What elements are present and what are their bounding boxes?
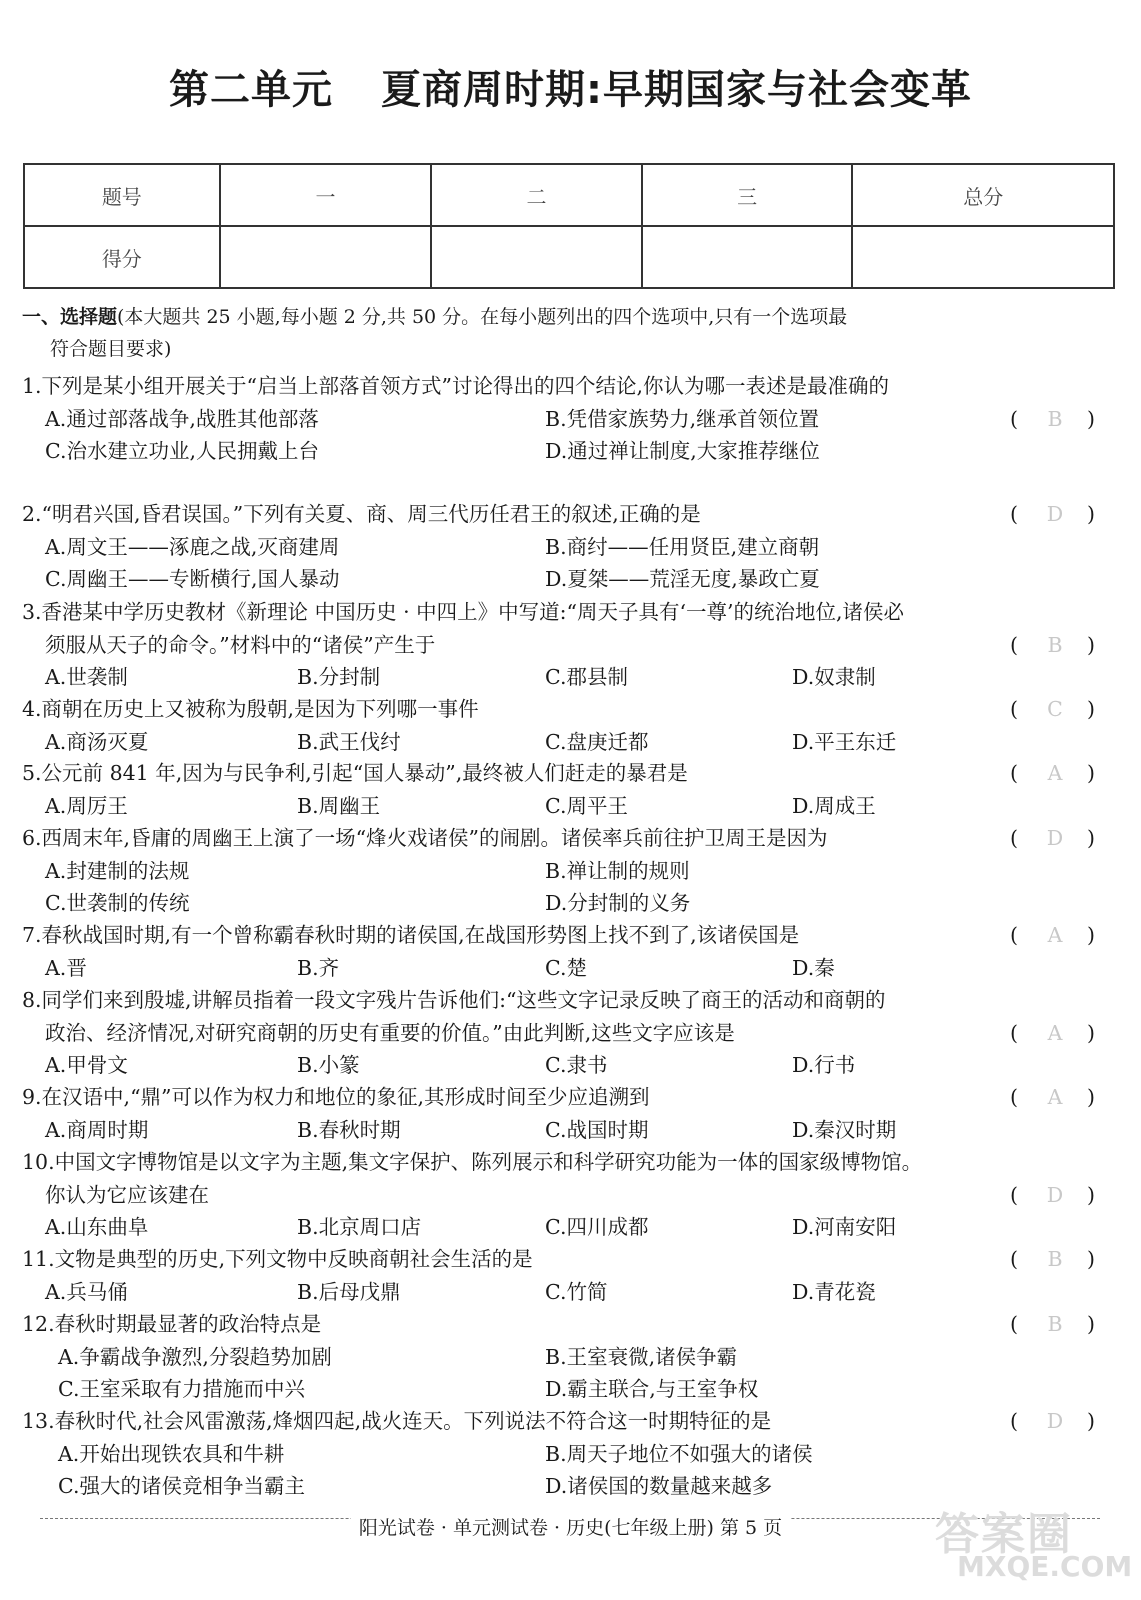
answer-option: A.商周时期 [45,1117,149,1142]
footer-text: 阳光试卷 · 单元测试卷 · 历史(七年级上册) 第 5 页 [351,1517,790,1539]
answer-letter: A [1047,923,1063,947]
answer-paren-close: ) [1087,1312,1095,1336]
answer-paren-close: ) [1087,1409,1095,1433]
answer-paren-close: ) [1087,761,1095,785]
answer-option: B.周幽王 [297,793,381,818]
answer-option: D.霸主联合,与王室争权 [545,1377,759,1401]
question-stem: 3.香港某中学历史教材《新理论 中国历史 · 中四上》中写道:“周天子具有‘一尊’的统治地位,诸侯必 [22,600,905,624]
answer-letter: A [1047,1085,1063,1109]
answer-paren-close: ) [1087,1085,1095,1109]
answer-letter: B [1047,632,1063,657]
watermark-logo [935,1498,1133,1588]
question-stem: 1.下列是某小组开展关于“启当上部落首领方式”讨论得出的四个结论,你认为哪一表述是最准确的 [22,374,890,398]
answer-option: A.世袭制 [45,665,128,689]
answer-option: D.周成王 [792,793,876,818]
answer-letter: B [1047,406,1063,431]
answer-option: A.争霸战争激烈,分裂趋势加剧 [58,1344,332,1369]
score-table-header-row [24,164,1114,226]
answer-option: B.北京周口店 [297,1215,422,1239]
answer-slot[interactable] [1010,693,1095,726]
answer-slot[interactable] [1010,1081,1095,1114]
answer-paren-open: ( [1010,1247,1018,1271]
answer-option: A.山东曲阜 [45,1215,149,1239]
answer-option: B.后母戊鼎 [297,1279,401,1304]
answer-option: D.通过禅让制度,大家推荐继位 [545,439,820,463]
question-stem: 10.中国文字博物馆是以文字为主题,集文字保护、陈列展示和科学研究功能为一体的国家级博物馆。 [22,1150,923,1174]
score-header-cell: 三 [642,164,853,226]
question-stem: 4.商朝在历史上又被称为殷朝,是因为下列哪一事件 [22,697,479,721]
answer-option: C.楚 [545,955,587,980]
answer-option: C.周平王 [545,793,628,818]
score-table [23,163,1115,289]
question-stem: 7.春秋战国时期,有一个曾称霸春秋时期的诸侯国,在战国形势图上找不到了,该诸侯国是 [22,923,800,947]
page-title [0,58,1141,115]
question-stem: 6.西周末年,昏庸的周幽王上演了一场“烽火戏诸侯”的闹剧。诸侯率兵前往护卫周王是因为 [22,826,828,850]
answer-slot[interactable] [1010,629,1095,662]
unit-title: 夏商周时期:早期国家与社会变革 [381,67,972,113]
answer-option: C.竹简 [545,1279,608,1304]
answer-letter: A [1047,1020,1063,1045]
section-heading [22,302,847,332]
answer-slot[interactable] [1010,1405,1095,1438]
answer-slot[interactable] [1010,757,1095,790]
answer-option: B.武王伐纣 [297,729,401,754]
section-desc: (本大题共 25 小题,每小题 2 分,共 50 分。在每小题列出的四个选项中,只有一个选项最 [117,306,848,328]
question-stem: 8.同学们来到殷墟,讲解员指着一段文字残片告诉他们:“这些文字记录反映了商王的活动和商朝的 [22,988,886,1012]
section-title: 一、选择题 [22,306,118,328]
answer-option: D.秦汉时期 [792,1117,897,1142]
answer-letter: A [1047,761,1063,785]
answer-option: B.春秋时期 [297,1117,401,1142]
answer-option: B.商纣——任用贤臣,建立商朝 [545,534,820,559]
question-stem: 5.公元前 841 年,因为与民争利,引起“国人暴动”,最终被人们赶走的暴君是 [22,761,688,785]
answer-paren-open: ( [1010,406,1018,431]
answer-option: C.王室采取有力措施而中兴 [58,1377,305,1401]
answer-option: A.甲骨文 [45,1053,128,1077]
answer-slot[interactable] [1010,1179,1095,1212]
answer-letter: D [1046,502,1064,526]
answer-option: C.强大的诸侯竞相争当霸主 [58,1474,305,1498]
answer-option: C.战国时期 [545,1117,649,1142]
answer-option: A.周厉王 [45,793,128,818]
answer-paren-open: ( [1010,1312,1018,1336]
answer-letter: B [1047,1312,1063,1336]
answer-paren-close: ) [1087,1020,1095,1045]
answer-option: D.行书 [792,1053,856,1077]
answer-paren-open: ( [1010,1409,1018,1433]
question-stem: 政治、经济情况,对研究商朝的历史有重要的价值。”由此判断,这些文字应该是 [45,1020,735,1045]
answer-paren-open: ( [1010,632,1018,657]
answer-paren-close: ) [1087,923,1095,947]
answer-paren-open: ( [1010,923,1018,947]
question-stem: 12.春秋时期最显著的政治特点是 [22,1312,322,1336]
answer-option: C.隶书 [545,1053,608,1077]
score-cell[interactable] [431,226,642,288]
score-cell[interactable] [220,226,432,288]
section-desc-cont: 符合题目要求) [50,338,172,360]
answer-option: C.郡县制 [545,665,628,689]
answer-paren-close: ) [1087,826,1095,850]
score-table-score-row [24,226,1114,288]
answer-letter: B [1047,1247,1063,1271]
answer-option: C.周幽王——专断横行,国人暴动 [45,567,340,591]
score-cell[interactable] [642,226,853,288]
answer-option: B.小篆 [297,1053,360,1077]
answer-option: B.周天子地位不如强大的诸侯 [545,1441,813,1466]
answer-option: A.兵马俑 [45,1279,128,1304]
answer-option: A.开始出现铁农具和牛耕 [58,1441,285,1466]
answer-paren-open: ( [1010,502,1018,526]
answer-slot[interactable] [1010,403,1095,436]
question-stem: 2.“明君兴国,昏君误国。”下列有关夏、商、周三代历任君王的叙述,正确的是 [22,502,701,526]
answer-slot[interactable] [1010,498,1095,531]
score-header-cell: 总分 [852,164,1114,226]
watermark-cn: 答案圈 [935,1509,1073,1560]
answer-slot[interactable] [1010,919,1095,952]
answer-letter: D [1046,826,1064,850]
unit-label: 第二单元 [169,67,333,113]
answer-paren-open: ( [1010,1182,1018,1207]
answer-paren-open: ( [1010,697,1018,721]
answer-paren-open: ( [1010,826,1018,850]
answer-letter: D [1046,1409,1064,1433]
answer-paren-close: ) [1087,697,1095,721]
answer-option: A.通过部落战争,战胜其他部落 [45,406,319,431]
question-stem: 9.在汉语中,“鼎”可以作为权力和地位的象征,其形成时间至少应追溯到 [22,1085,650,1109]
answer-option: D.诸侯国的数量越来越多 [545,1474,773,1498]
answer-slot[interactable] [1010,1017,1095,1050]
question-stem: 13.春秋时代,社会风雷激荡,烽烟四起,战火连天。下列说法不符合这一时期特征的是 [22,1409,772,1433]
answer-option: B.凭借家族势力,继承首领位置 [545,406,820,431]
answer-option: A.商汤灭夏 [45,729,149,754]
answer-option: D.分封制的义务 [545,891,691,915]
score-header-cell: 二 [431,164,642,226]
question-stem: 11.文物是典型的历史,下列文物中反映商朝社会生活的是 [22,1247,533,1271]
answer-option: D.奴隶制 [792,665,876,689]
answer-option: C.四川成都 [545,1215,649,1239]
answer-option: B.分封制 [297,665,381,689]
answer-option: C.世袭制的传统 [45,891,190,915]
answer-option: D.河南安阳 [792,1215,897,1239]
answer-option: A.封建制的法规 [45,858,190,883]
answer-paren-open: ( [1010,1085,1018,1109]
score-header-cell: 题号 [24,164,220,226]
answer-paren-close: ) [1087,1247,1095,1271]
answer-letter: C [1047,697,1063,721]
score-header-cell: 一 [220,164,432,226]
score-cell[interactable] [852,226,1114,288]
answer-paren-open: ( [1010,761,1018,785]
answer-slot[interactable] [1010,1243,1095,1276]
answer-option: D.秦 [792,955,835,980]
answer-option: D.平王东迁 [792,729,897,754]
answer-option: D.夏桀——荒淫无度,暴政亡夏 [545,567,820,591]
answer-paren-open: ( [1010,1020,1018,1045]
answer-paren-close: ) [1087,1182,1095,1207]
answer-letter: D [1046,1182,1064,1207]
answer-option: B.齐 [297,955,340,980]
answer-option: B.王室衰微,诸侯争霸 [545,1344,738,1369]
answer-option: B.禅让制的规则 [545,858,690,883]
answer-option: C.盘庚迁都 [545,729,649,754]
answer-paren-close: ) [1087,502,1095,526]
answer-slot[interactable] [1010,1308,1095,1341]
answer-option: A.周文王——涿鹿之战,灭商建周 [45,534,340,559]
score-row-label: 得分 [24,226,220,288]
question-stem: 须服从天子的命令。”材料中的“诸侯”产生于 [45,632,436,657]
answer-option: A.晋 [45,955,87,980]
answer-slot[interactable] [1010,822,1095,855]
answer-option: D.青花瓷 [792,1279,876,1304]
answer-paren-close: ) [1087,406,1095,431]
question-stem: 你认为它应该建在 [45,1182,209,1207]
answer-paren-close: ) [1087,632,1095,657]
watermark-en: MXQE.COM [957,1550,1133,1583]
answer-option: C.治水建立功业,人民拥戴上台 [45,439,319,463]
